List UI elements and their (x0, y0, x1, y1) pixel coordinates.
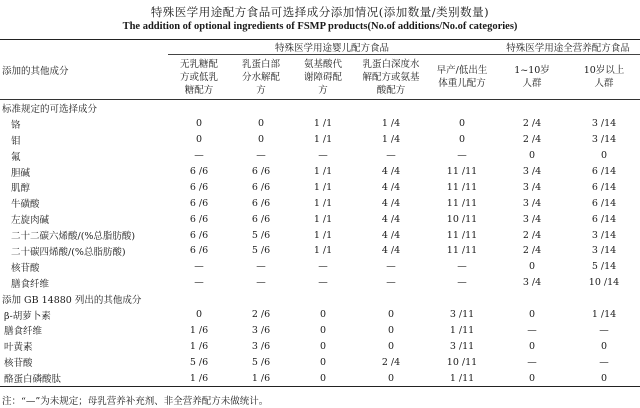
table-cell: 1 /1 (313, 229, 333, 241)
table-cell: 0 (257, 118, 265, 130)
ingredient-name: 二十二碳六烯酸/(%总脂肪酸) (11, 231, 136, 243)
table-cell: 3 /14 (591, 118, 617, 130)
table-cell: — (256, 150, 266, 162)
table-cell: 4 /4 (381, 181, 401, 193)
ingredient-name: β-胡萝卜素 (4, 310, 51, 322)
table-cell: — (256, 277, 266, 289)
column-header (428, 55, 496, 100)
table-cell: 1 /1 (313, 181, 333, 193)
ingredient-name: 钼 (11, 135, 21, 147)
column-header-label: 氨基酸代谢障碍配方 (303, 58, 342, 96)
column-header-label: 1~10岁人群 (514, 65, 550, 89)
column-header-label: 无乳糖配方或低乳糖配方 (179, 58, 218, 96)
table-cell: 5 /6 (251, 229, 271, 241)
table-cell: 3 /4 (522, 181, 542, 193)
table-cell: 11 /11 (446, 229, 478, 241)
ingredients-table (0, 39, 640, 387)
column-header (496, 55, 568, 100)
table-cell: 1 /6 (189, 324, 209, 336)
first-column-header: 添加的其他成分 (2, 65, 69, 77)
table-cell: 0 (257, 134, 265, 146)
table-cell: 2 /4 (381, 356, 401, 368)
table-cell: 1 /1 (313, 118, 333, 130)
table-cell: 0 (528, 340, 536, 352)
column-header (292, 55, 354, 100)
table-cell: 3 /4 (522, 277, 542, 289)
table-cell: 1 /14 (591, 309, 617, 321)
table-cell: 0 (195, 134, 203, 146)
table-cell: 2 /4 (522, 229, 542, 241)
column-header-label: 乳蛋白深度水解配方或氨基酸配方 (362, 58, 420, 96)
table-cell: 11 /11 (446, 181, 478, 193)
ingredient-name: 胆碱 (11, 167, 31, 179)
table-cell: 0 (195, 309, 203, 321)
table-cell: — (527, 324, 537, 336)
table-cell: 0 (600, 372, 608, 384)
table-cell: 0 (458, 118, 466, 130)
table-cell: 6 /6 (189, 181, 209, 193)
table-cell: 4 /4 (381, 166, 401, 177)
table-cell: 11 /11 (446, 245, 478, 257)
table-cell: 5 /6 (251, 245, 271, 257)
section-row (0, 100, 640, 116)
table-row (0, 243, 640, 259)
table-cell: 3 /4 (522, 213, 542, 225)
table-cell: 1 /1 (313, 197, 333, 209)
table-cell: 11 /11 (446, 166, 478, 177)
ingredient-name: 核苷酸 (4, 358, 33, 370)
ingredient-name: 叶黄素 (4, 342, 33, 354)
table-cell: 0 (600, 340, 608, 352)
table-cell: 5 /6 (251, 356, 271, 368)
table-title-chinese: 特殊医学用途配方食品可选择成分添加情况(添加数量/类别数量) (150, 5, 490, 19)
table-cell: 3 /11 (449, 309, 475, 321)
table-cell: 0 (319, 372, 327, 384)
table-title-english: The addition of optional ingredients of FSMP products(No.of additions/No.of categories) (122, 21, 518, 32)
table-cell: 6 /14 (591, 181, 617, 193)
table-cell: 0 (319, 324, 327, 336)
table-cell: 6 /6 (251, 166, 271, 177)
table-row (0, 307, 640, 323)
table-row (0, 370, 640, 386)
table-row (0, 211, 640, 227)
table-cell: 1 /1 (313, 245, 333, 257)
table-cell: 1 /1 (313, 166, 333, 177)
table-cell: 0 (195, 118, 203, 130)
table-cell: 6 /6 (189, 245, 209, 257)
section-heading: 添加 GB 14880 列出的其他成分 (2, 294, 142, 306)
table-cell: 5 /14 (591, 261, 617, 273)
table-cell: 3 /6 (251, 324, 271, 336)
table-cell: 3 /14 (591, 229, 617, 241)
table-row (0, 259, 640, 275)
table-cell: — (256, 261, 266, 273)
table-cell: 11 /11 (446, 197, 478, 209)
table-cell: 0 (528, 261, 536, 273)
table-cell: 0 (528, 309, 536, 321)
table-cell: — (318, 150, 328, 162)
column-header (168, 55, 230, 100)
column-header (568, 55, 640, 100)
table-cell: 1 /4 (381, 118, 401, 130)
table-cell: — (457, 277, 467, 289)
table-cell: 4 /4 (381, 213, 401, 225)
ingredient-name: 酪蛋白磷酸肽 (4, 374, 62, 386)
table-cell: 6 /6 (189, 213, 209, 225)
section-row (0, 291, 640, 307)
group-header-infant: 特殊医学用途婴儿配方食品 (168, 40, 496, 55)
ingredient-name: 二十碳四烯酸/(%总脂肪酸) (11, 246, 126, 258)
table-cell: — (386, 150, 396, 162)
table-row (0, 148, 640, 164)
table-row (0, 227, 640, 243)
table-cell: — (194, 150, 204, 162)
table-cell: 6 /6 (189, 197, 209, 209)
table-cell: 6 /14 (591, 213, 617, 225)
table-cell: — (194, 277, 204, 289)
table-row (0, 338, 640, 354)
table-cell: 0 (319, 309, 327, 321)
table-cell: 6 /6 (251, 213, 271, 225)
table-cell: 0 (600, 150, 608, 162)
table-cell: 3 /14 (591, 245, 617, 257)
table-cell: — (599, 356, 609, 368)
table-cell: — (386, 261, 396, 273)
table-cell: 1 /6 (189, 372, 209, 384)
table-cell: 0 (319, 356, 327, 368)
column-header (354, 55, 428, 100)
table-cell: 2 /4 (522, 245, 542, 257)
table-cell: 1 /11 (449, 324, 475, 336)
column-header-label: 乳蛋白部分水解配方 (241, 58, 280, 96)
table-row (0, 132, 640, 148)
section-heading: 标准规定的可选择成分 (2, 103, 98, 115)
table-cell: 2 /4 (522, 118, 542, 130)
table-cell: 5 /6 (189, 356, 209, 368)
table-cell: — (457, 261, 467, 273)
table-cell: 4 /4 (381, 229, 401, 241)
table-cell: — (194, 261, 204, 273)
table-cell: 3 /6 (251, 340, 271, 352)
table-cell: — (386, 277, 396, 289)
table-cell: — (318, 277, 328, 289)
table-cell: — (318, 261, 328, 273)
table-cell: 4 /4 (381, 197, 401, 209)
table-cell: 6 /6 (251, 181, 271, 193)
table-cell: 4 /4 (381, 245, 401, 257)
table-cell: 1 /4 (381, 134, 401, 146)
table-cell: 0 (387, 324, 395, 336)
table-cell: 3 /4 (522, 166, 542, 177)
table-cell: 3 /11 (449, 340, 475, 352)
table-cell: 6 /6 (251, 197, 271, 209)
table-cell: 6 /6 (189, 229, 209, 241)
table-cell: 3 /14 (591, 134, 617, 146)
table-cell: — (457, 150, 467, 162)
group-header-full-nutrition: 特殊医学用途全营养配方食品 (496, 40, 640, 55)
table-cell: 6 /14 (591, 166, 617, 177)
table-cell: 0 (387, 372, 395, 384)
ingredient-name: 牛磺酸 (11, 199, 40, 211)
table-row (0, 164, 640, 180)
table-cell: 6 /6 (189, 166, 209, 177)
table-row (0, 354, 640, 370)
table-cell: — (599, 324, 609, 336)
table-cell: 6 /14 (591, 197, 617, 209)
table-row (0, 275, 640, 291)
table-cell: 10 /11 (446, 356, 478, 368)
ingredient-name: 膳食纤维 (4, 326, 43, 338)
table-cell: 1 /11 (449, 372, 475, 384)
table-cell: 0 (458, 134, 466, 146)
table-cell: 1 /6 (189, 340, 209, 352)
column-header-label: 早产/低出生体重儿配方 (436, 65, 488, 89)
column-header (230, 55, 292, 100)
table-row (0, 322, 640, 338)
table-cell: 3 /4 (522, 197, 542, 209)
table-row (0, 195, 640, 211)
column-header-label: 10岁以上人群 (583, 65, 625, 89)
table-cell: 2 /6 (251, 309, 271, 321)
table-cell: 0 (387, 340, 395, 352)
table-cell: 1 /6 (251, 372, 271, 384)
ingredient-name: 左旋肉碱 (11, 215, 50, 227)
ingredient-name: 氟 (11, 151, 21, 163)
ingredient-name: 膳食纤维 (11, 278, 50, 290)
ingredient-name: 核苷酸 (11, 262, 40, 274)
table-row (0, 179, 640, 195)
table-row (0, 116, 640, 132)
table-cell: 10 /11 (446, 213, 478, 225)
table-cell: 0 (528, 372, 536, 384)
table-cell: 10 /14 (588, 277, 620, 289)
table-cell: — (527, 356, 537, 368)
table-cell: 2 /4 (522, 134, 542, 146)
ingredient-name: 肌醇 (11, 183, 31, 195)
table-cell: 1 /1 (313, 134, 333, 146)
table-footnote: 注：“—”为未规定；母乳营养补充剂、非全营养配方未做统计。 (2, 396, 269, 407)
table-cell: 0 (387, 309, 395, 321)
table-cell: 0 (528, 150, 536, 162)
table-cell: 0 (319, 340, 327, 352)
table-cell: 1 /1 (313, 213, 333, 225)
ingredient-name: 铬 (11, 119, 21, 131)
